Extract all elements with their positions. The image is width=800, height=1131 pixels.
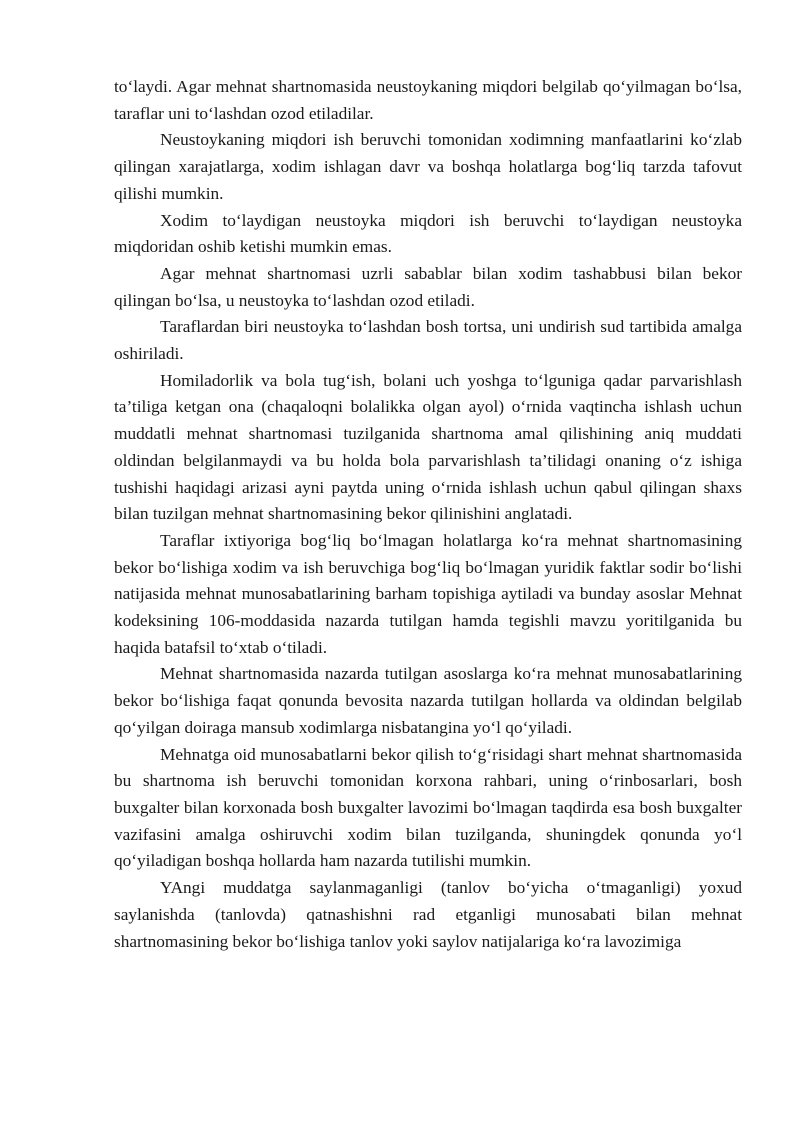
paragraph: Agar mehnat shartnomasi uzrli sabablar bilan xodim tashabbusi bilan bekor qilingan bo‘lsa, u neustoyka to‘lashdan ozod etiladi. xyxy=(114,263,742,310)
paragraph: Xodim to‘laydigan neustoyka miqdori ish beruvchi to‘laydigan neustoyka miqdoridan oshib ketishi mumkin emas. xyxy=(114,210,742,257)
paragraph: Taraflardan biri neustoyka to‘lashdan bosh tortsa, uni undirish sud tartibida amalga oshiriladi. xyxy=(114,317,742,364)
paragraph: Neustoykaning miqdori ish beruvchi tomonidan xodimning manfaatlarini ko‘zlab qilingan xarajatlarga, xodim ishlagan davr va boshqa holatlarga bog‘liq tarzda tafovut qilishi mumkin. xyxy=(114,130,742,203)
paragraph: Mehnat shartnomasida nazarda tutilgan asoslarga ko‘ra mehnat munosabatlarining bekor bo‘lishiga faqat qonunda bevosita nazarda tutilgan hollarda va oldindan belgilab qo‘yilgan doiraga mansub xodimlarga nisbatangina yo‘l qo‘yiladi. xyxy=(114,664,742,737)
paragraph: Homiladorlik va bola tug‘ish, bolani uch yoshga to‘lguniga qadar parvarishlash ta’tiliga ketgan ona (chaqaloqni bolalikka olgan ayol) o‘rnida vaqtincha ishlash uchun muddatli mehnat shartnomasi tuzilganida shartnoma amal qilishining aniq muddati oldindan belgilanmaydi va bu holda bola parvarishlash ta’tilidagi onaning o‘z ishiga tushishi haqidagi arizasi ayni paytda uning o‘rnida ishlash uchun qabul qilingan shaxs bilan tuzilgan mehnat shartnomasining bekor qilinishini anglatadi. xyxy=(114,370,742,524)
document-page xyxy=(114,74,742,955)
paragraph: Mehnatga oid munosabatlarni bekor qilish to‘g‘risidagi shart mehnat shartnomasida bu shartnoma ish beruvchi tomonidan korxona rahbari, uning o‘rinbosarlari, bosh buxgalter bilan korxonada bosh buxgalter lavozimi bo‘lmagan taqdirda esa bosh buxgalter vazifasini amalga oshiruvchi xodim bilan tuzilganda, shuningdek qonunda yo‘l qo‘yiladigan boshqa hollarda ham nazarda tutilishi mumkin. xyxy=(114,744,742,871)
paragraph-continuation: to‘laydi. Agar mehnat shartnomasida neustoykaning miqdori belgilab qo‘yilmagan bo‘lsa, taraflar uni to‘lashdan ozod etiladilar. xyxy=(114,77,742,123)
paragraph: YAngi muddatga saylanmaganligi (tanlov bo‘yicha o‘tmaganligi) yoxud saylanishda (tanlovda) qatnashishni rad etganligi munosabati bilan mehnat shartnomasining bekor bo‘lishiga tanlov yoki saylov natijalariga ko‘ra lavozimiga xyxy=(114,878,742,951)
paragraph: Taraflar ixtiyoriga bog‘liq bo‘lmagan holatlarga ko‘ra mehnat shartnomasining bekor bo‘lishiga xodim va ish beruvchiga bog‘liq bo‘lmagan yuridik faktlar sodir bo‘lishi natijasida mehnat munosabatlarining barham topishiga aytiladi va bunday asoslar Mehnat kodeksining 106-moddasida nazarda tutilgan hamda tegishli mavzu yoritilganida bu haqida batafsil to‘xtab o‘tiladi. xyxy=(114,530,742,657)
